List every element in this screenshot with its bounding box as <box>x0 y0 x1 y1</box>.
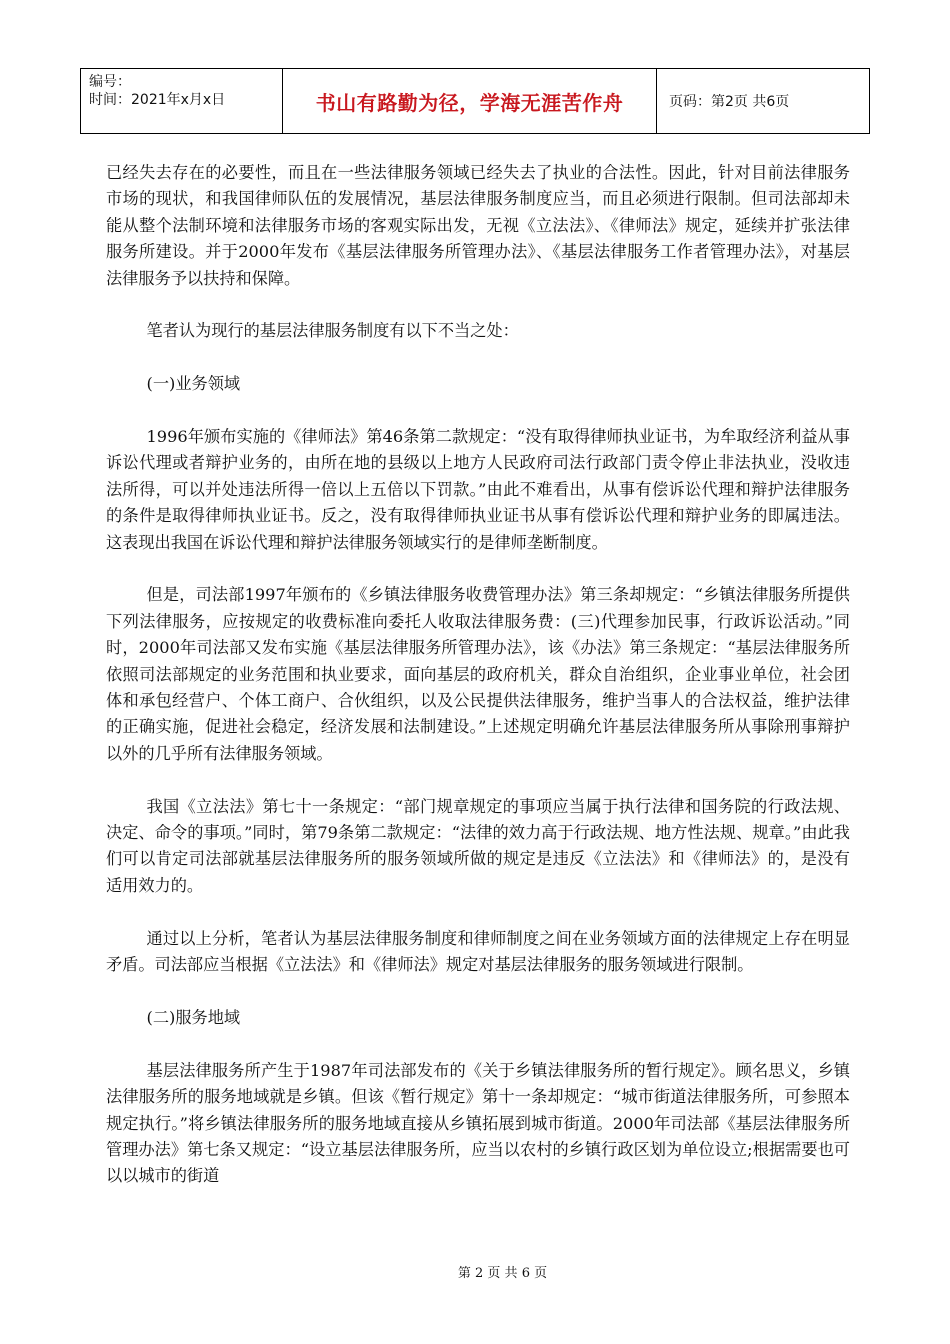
header-page-cell <box>657 69 869 133</box>
paragraph: 但是，司法部1997年颁布的《乡镇法律服务收费管理办法》第三条却规定：“乡镇法律服务所提供下列法律服务，应按规定的收费标准向委托人收取法律服务费：(三)代理参加民事，行政诉讼活动。”同时，2000年司法部又发布实施《基层法律服务所管理办法》，该《办法》第三条规定：“基层法律服务所依照司法部规定的业务范围和执业要求，面向基层的政府机关，群众自治组织，企业事业单位，社会团体和承包经营户、个体工商户、合伙组织，以及公民提供法律服务，维护当事人的合法权益，维护法律的正确实施，促进社会稳定，经济发展和法制建设。”上述规定明确允许基层法律服务所从事除刑事辩护以外的几乎所有法律服务领域。 <box>106 585 850 763</box>
section-heading: (二)服务地域 <box>146 1007 241 1027</box>
header-motto: 书山有路勤为径，学海无涯苦作舟 <box>315 90 624 115</box>
header-page-info: 页码：第2页 共6页 <box>669 94 790 110</box>
paragraph: 笔者认为现行的基层法律服务制度有以下不当之处： <box>146 321 519 341</box>
paragraph: 我国《立法法》第七十一条规定：“部门规章规定的事项应当属于执行法律和国务院的行政法规、决定、命令的事项。”同时，第79条第二款规定：“法律的效力高于行政法规、地方性法规、规章。”由此我们可以肯定司法部就基层法律服务所的服务领域所做的规定是违反《立法法》和《律师法》的，是没有适用效力的。 <box>106 796 850 895</box>
page-footer: 第 2 页 共 6 页 <box>457 1266 548 1281</box>
paragraph: 1996年颁布实施的《律师法》第46条第二款规定：“没有取得律师执业证书，为牟取经济利益从事诉讼代理或者辩护业务的，由所在地的县级以上地方人民政府司法行政部门责令停止非法执业，没收违法所得，可以并处违法所得一倍以上五倍以下罚款。”由此不难看出，从事有偿诉讼代理和辩护法律服务的条件是取得律师执业证书。反之，没有取得律师执业证书从事有偿诉讼代理和辩护业务的即属违法。这表现出我国在诉讼代理和辩护法律服务领域实行的是律师垄断制度。 <box>106 427 850 552</box>
document-body <box>106 160 850 1216</box>
paragraph: 基层法律服务所产生于1987年司法部发布的《关于乡镇法律服务所的暂行规定》。顾名思义，乡镇法律服务所的服务地域就是乡镇。但该《暂行规定》第十一条却规定：“城市街道法律服务所，可参照本规定执行。”将乡镇法律服务所的服务地域直接从乡镇拓展到城市街道。2000年司法部《基层法律服务所管理办法》第七条又规定：“设立基层法律服务所，应当以农村的乡镇行政区划为单位设立;根据需要也可以以城市的街道 <box>106 1060 850 1186</box>
section-heading: (一)业务领域 <box>146 374 241 394</box>
page-header-table <box>80 68 870 134</box>
document-date-label: 时间：2021年x月x日 <box>89 92 226 108</box>
header-motto-cell <box>283 69 657 133</box>
paragraph: 已经失去存在的必要性，而且在一些法律服务领域已经失去了执业的合法性。因此，针对目前法律服务市场的现状，和我国律师队伍的发展情况，基层法律服务制度应当，而且必须进行限制。但司法部却未能从整个法制环境和法律服务市场的客观实际出发，无视《立法法》、《律师法》规定，延续并扩张法律服务所建设。并于2000年发布《基层法律服务所管理办法》、《基层法律服务工作者管理办法》，对基层法律服务予以扶持和保障。 <box>106 163 850 288</box>
document-number-label: 编号： <box>89 74 131 90</box>
header-meta-cell <box>81 69 283 133</box>
paragraph: 通过以上分析，笔者认为基层法律服务制度和律师制度之间在业务领域方面的法律规定上存在明显矛盾。司法部应当根据《立法法》和《律师法》规定对基层法律服务的服务领域进行限制。 <box>106 928 850 975</box>
